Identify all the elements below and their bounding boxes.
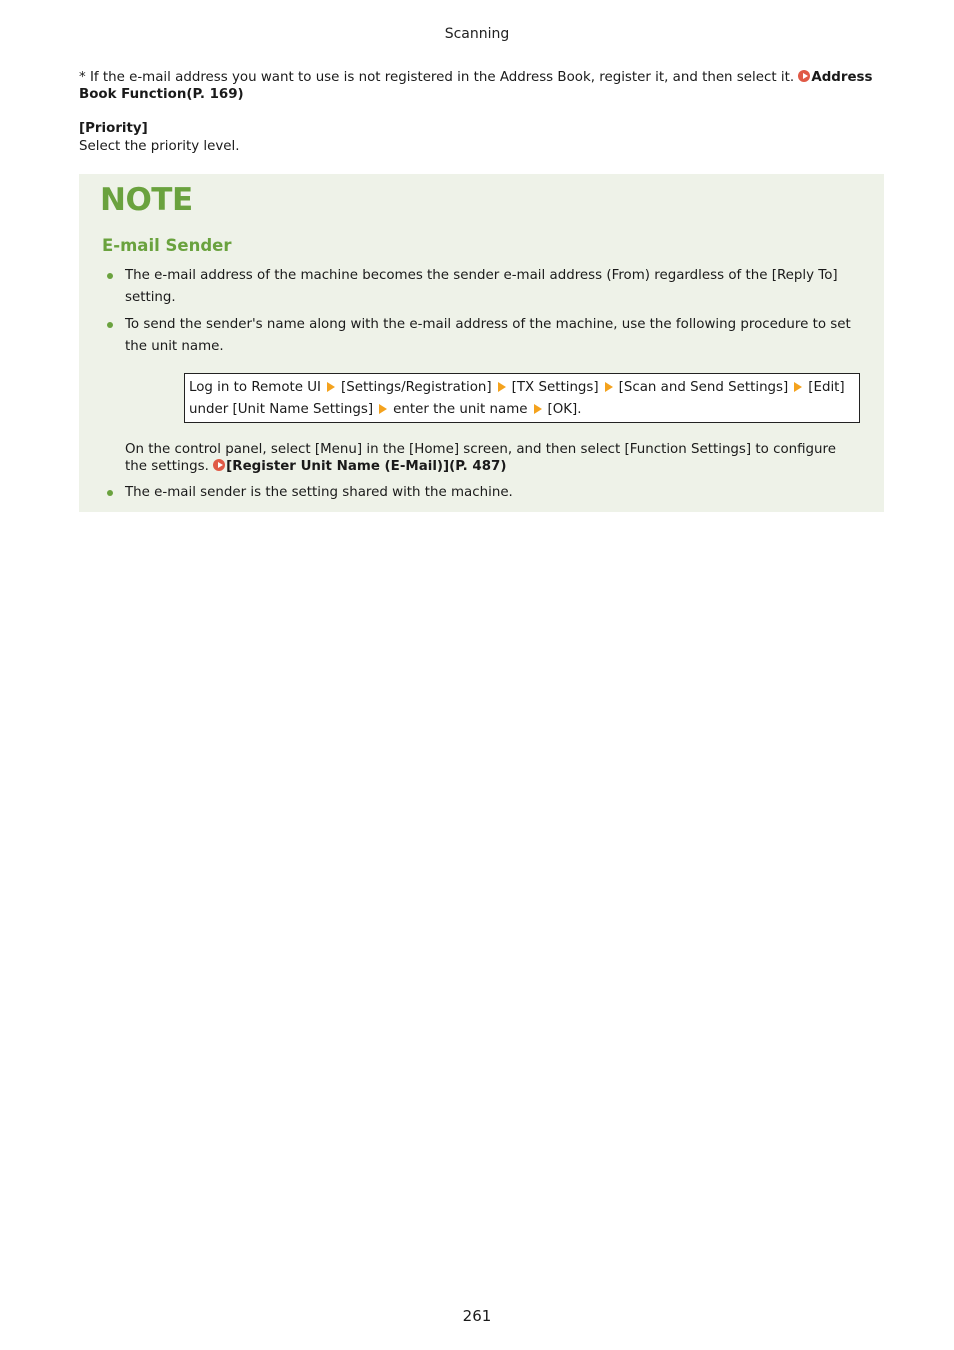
control-panel-text: On the control panel, select [Menu] in the [Home] screen, and then select [Function Settings] to configure [125,442,836,457]
link-arrow-icon [798,70,810,82]
note-box [79,174,884,512]
procedure-step: under [Unit Name Settings] [189,402,374,417]
list-item [107,314,857,358]
control-panel-text: the settings. [125,459,214,474]
page-header-section: Scanning [444,26,510,42]
address-book-link-continued[interactable]: Book Function(P. 169) [79,87,244,102]
procedure-step: enter the unit name [393,402,528,417]
arrow-right-icon [534,404,542,414]
procedure-step: [Edit] [808,380,845,395]
bullet-text-line: the unit name. [125,339,224,354]
control-panel-instructions [125,441,865,475]
bullet-text-line: setting. [125,290,176,305]
arrow-right-icon [379,404,387,414]
procedure-line [189,399,582,421]
address-book-footnote [79,69,879,103]
priority-description: Select the priority level. [79,139,240,154]
page-number: 261 [462,1307,492,1325]
arrow-right-icon [498,382,506,392]
procedure-step: [TX Settings] [511,380,599,395]
arrow-right-icon [794,382,802,392]
list-item [107,482,857,504]
footnote-text: * If the e-mail address you want to use is not registered in the Address Book, register it, and then select it. [79,70,799,85]
bullet-dot-icon [107,273,113,279]
list-item [107,265,857,309]
register-unit-name-link[interactable]: [Register Unit Name (E-Mail)](P. 487) [226,459,507,474]
bullet-text-line: The e-mail sender is the setting shared with the machine. [125,485,513,500]
procedure-box [184,373,860,423]
link-arrow-icon [213,459,225,471]
bullet-dot-icon [107,322,113,328]
arrow-right-icon [327,382,335,392]
procedure-step: [OK]. [547,402,582,417]
procedure-step: Log in to Remote UI [189,380,322,395]
address-book-link[interactable]: Address [811,70,873,85]
procedure-step: [Scan and Send Settings] [618,380,789,395]
procedure-step: [Settings/Registration] [341,380,492,395]
email-sender-heading: E-mail Sender [102,236,232,255]
note-title: NOTE [100,182,193,218]
bullet-text-line: The e-mail address of the machine becomes the sender e-mail address (From) regardless of the [Reply To] [125,268,838,283]
procedure-line [189,377,845,399]
arrow-right-icon [605,382,613,392]
bullet-text-line: To send the sender's name along with the e-mail address of the machine, use the following procedure to set [125,317,851,332]
bullet-dot-icon [107,490,113,496]
priority-heading: [Priority] [79,121,148,136]
